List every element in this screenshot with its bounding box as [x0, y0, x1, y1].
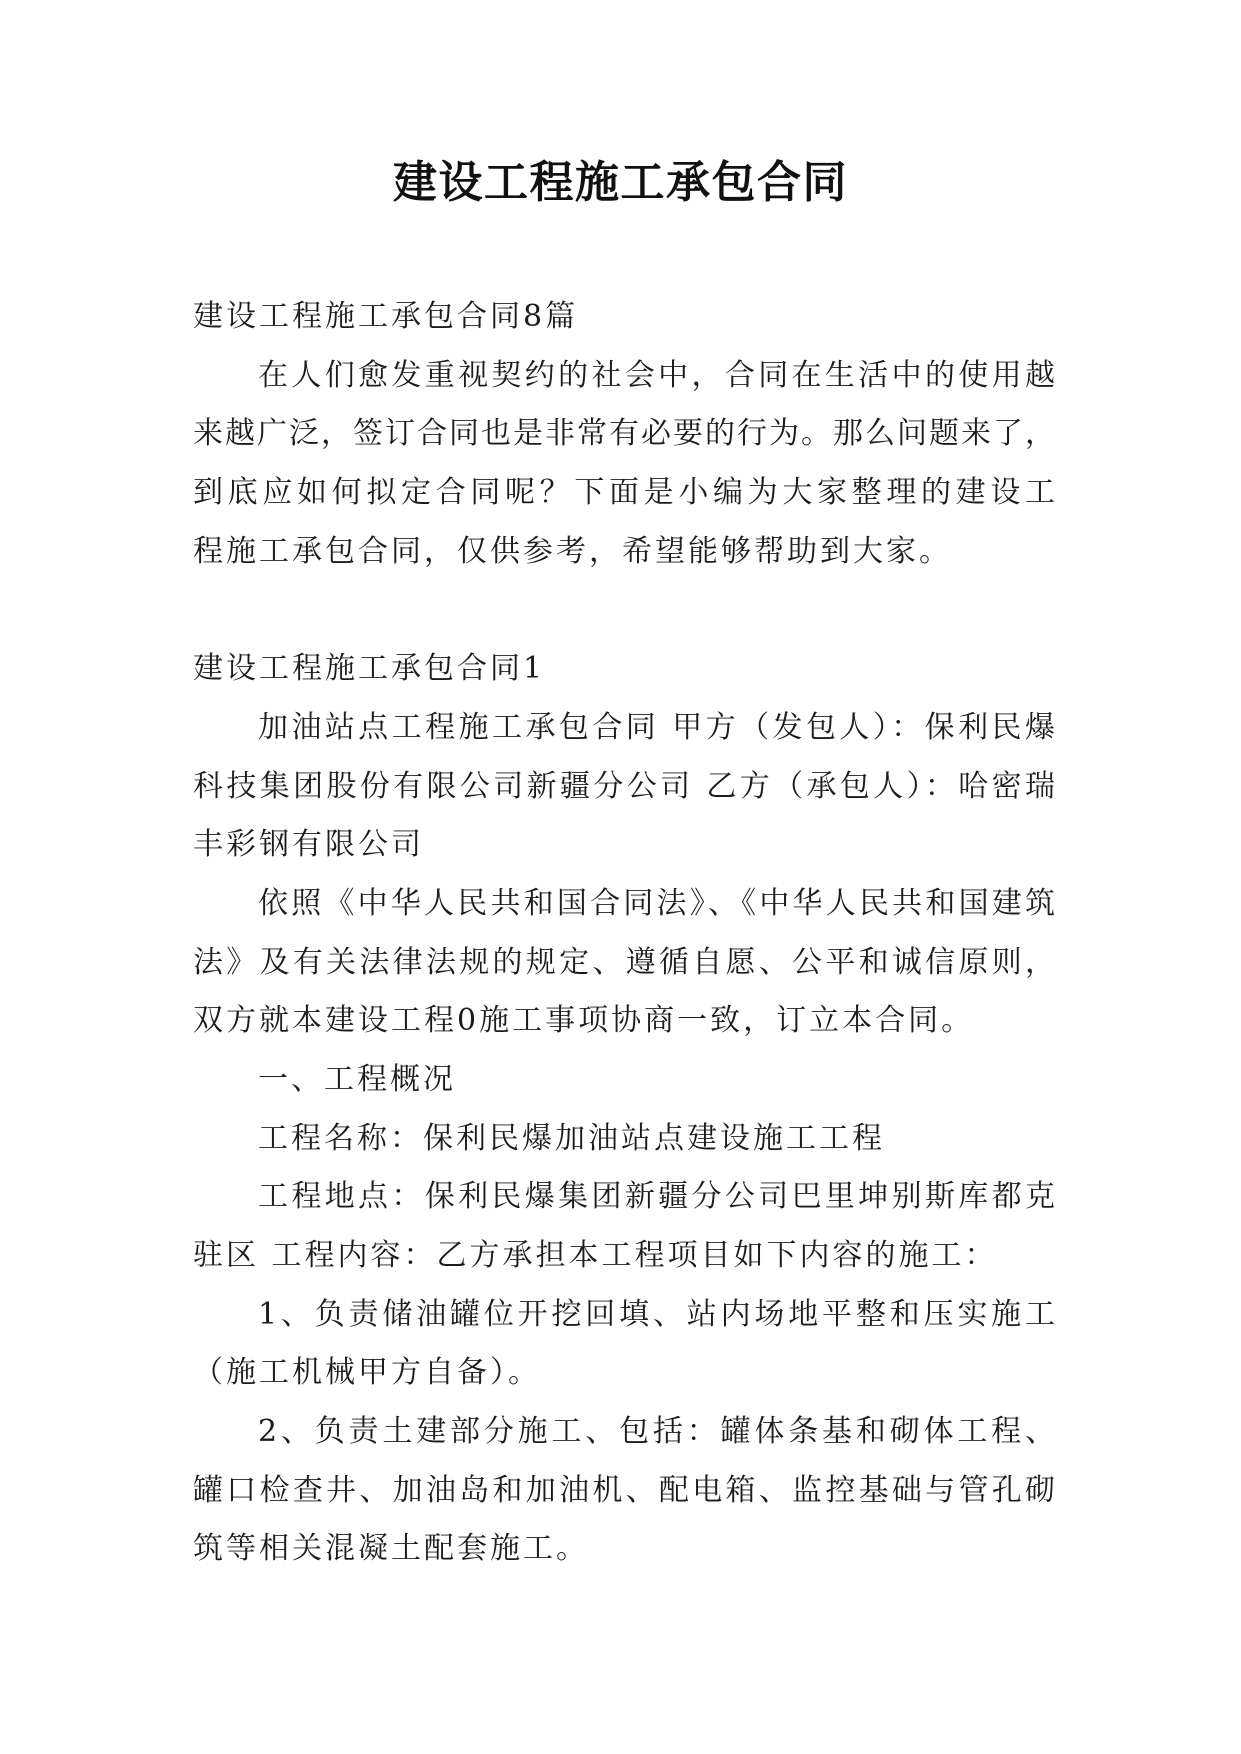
paragraph-line: 依照《中华人民共和国合同法》、《中华人民共和国建筑	[258, 885, 1055, 921]
paragraph-line: （施工机械甲方自备）。	[193, 1355, 541, 1391]
paragraph-line: 科技集团股份有限公司新疆分公司 乙方（承包人）：哈密瑞	[193, 768, 1055, 804]
blank-line	[193, 581, 1055, 640]
paragraph-line: 罐口检查井、加油岛和加油机、配电箱、监控基础与管孔砌	[193, 1472, 1055, 1508]
document-title: 建设工程施工承包合同	[393, 157, 848, 208]
section-heading: 建设工程施工承包合同8篇	[193, 299, 579, 334]
paragraph-legal-basis	[193, 875, 1055, 1051]
paragraph-line: 筑等相关混凝土配套施工。	[193, 1531, 589, 1567]
paragraph-line: 驻区 工程内容：乙方承担本工程项目如下内容的施工：	[193, 1238, 998, 1273]
paragraph-line: 1、负责储油罐位开挖回填、站内场地平整和压实施工	[258, 1296, 1055, 1332]
section-heading: 建设工程施工承包合同1	[193, 651, 546, 687]
project-name: 工程名称：保利民爆加油站点建设施工工程	[258, 1120, 885, 1156]
clause-heading: 一、工程概况	[258, 1061, 456, 1097]
list-item-2	[193, 1403, 1055, 1579]
paragraph-line: 来越广泛，签订合同也是非常有必要的行为。那么问题来了，	[193, 416, 1055, 452]
paragraph-intro	[193, 347, 1055, 582]
paragraph-project-location	[193, 1168, 1055, 1285]
document-body	[193, 288, 1055, 1579]
paragraph-line: 双方就本建设工程0施工事项协商一致，订立本合同。	[193, 1003, 975, 1039]
paragraph-parties	[193, 699, 1055, 875]
paragraph-line: 丰彩钢有限公司	[193, 827, 424, 863]
paragraph-line: 到底应如何拟定合同呢？下面是小编为大家整理的建设工	[193, 475, 1055, 511]
paragraph-line: 工程地点：保利民爆集团新疆分公司巴里坤别斯库都克	[258, 1179, 1055, 1215]
paragraph-line: 加油站点工程施工承包合同 甲方（发包人）：保利民爆	[258, 709, 1055, 745]
paragraph-line: 2、负责土建部分施工、包括：罐体条基和砌体工程、	[258, 1414, 1055, 1450]
paragraph-line: 法》及有关法律法规的规定、遵循自愿、公平和诚信原则，	[193, 944, 1055, 980]
paragraph-line: 程施工承包合同，仅供参考，希望能够帮助到大家。	[193, 533, 952, 569]
paragraph-line: 在人们愈发重视契约的社会中，合同在生活中的使用越	[258, 357, 1055, 393]
list-item-1	[193, 1286, 1055, 1403]
